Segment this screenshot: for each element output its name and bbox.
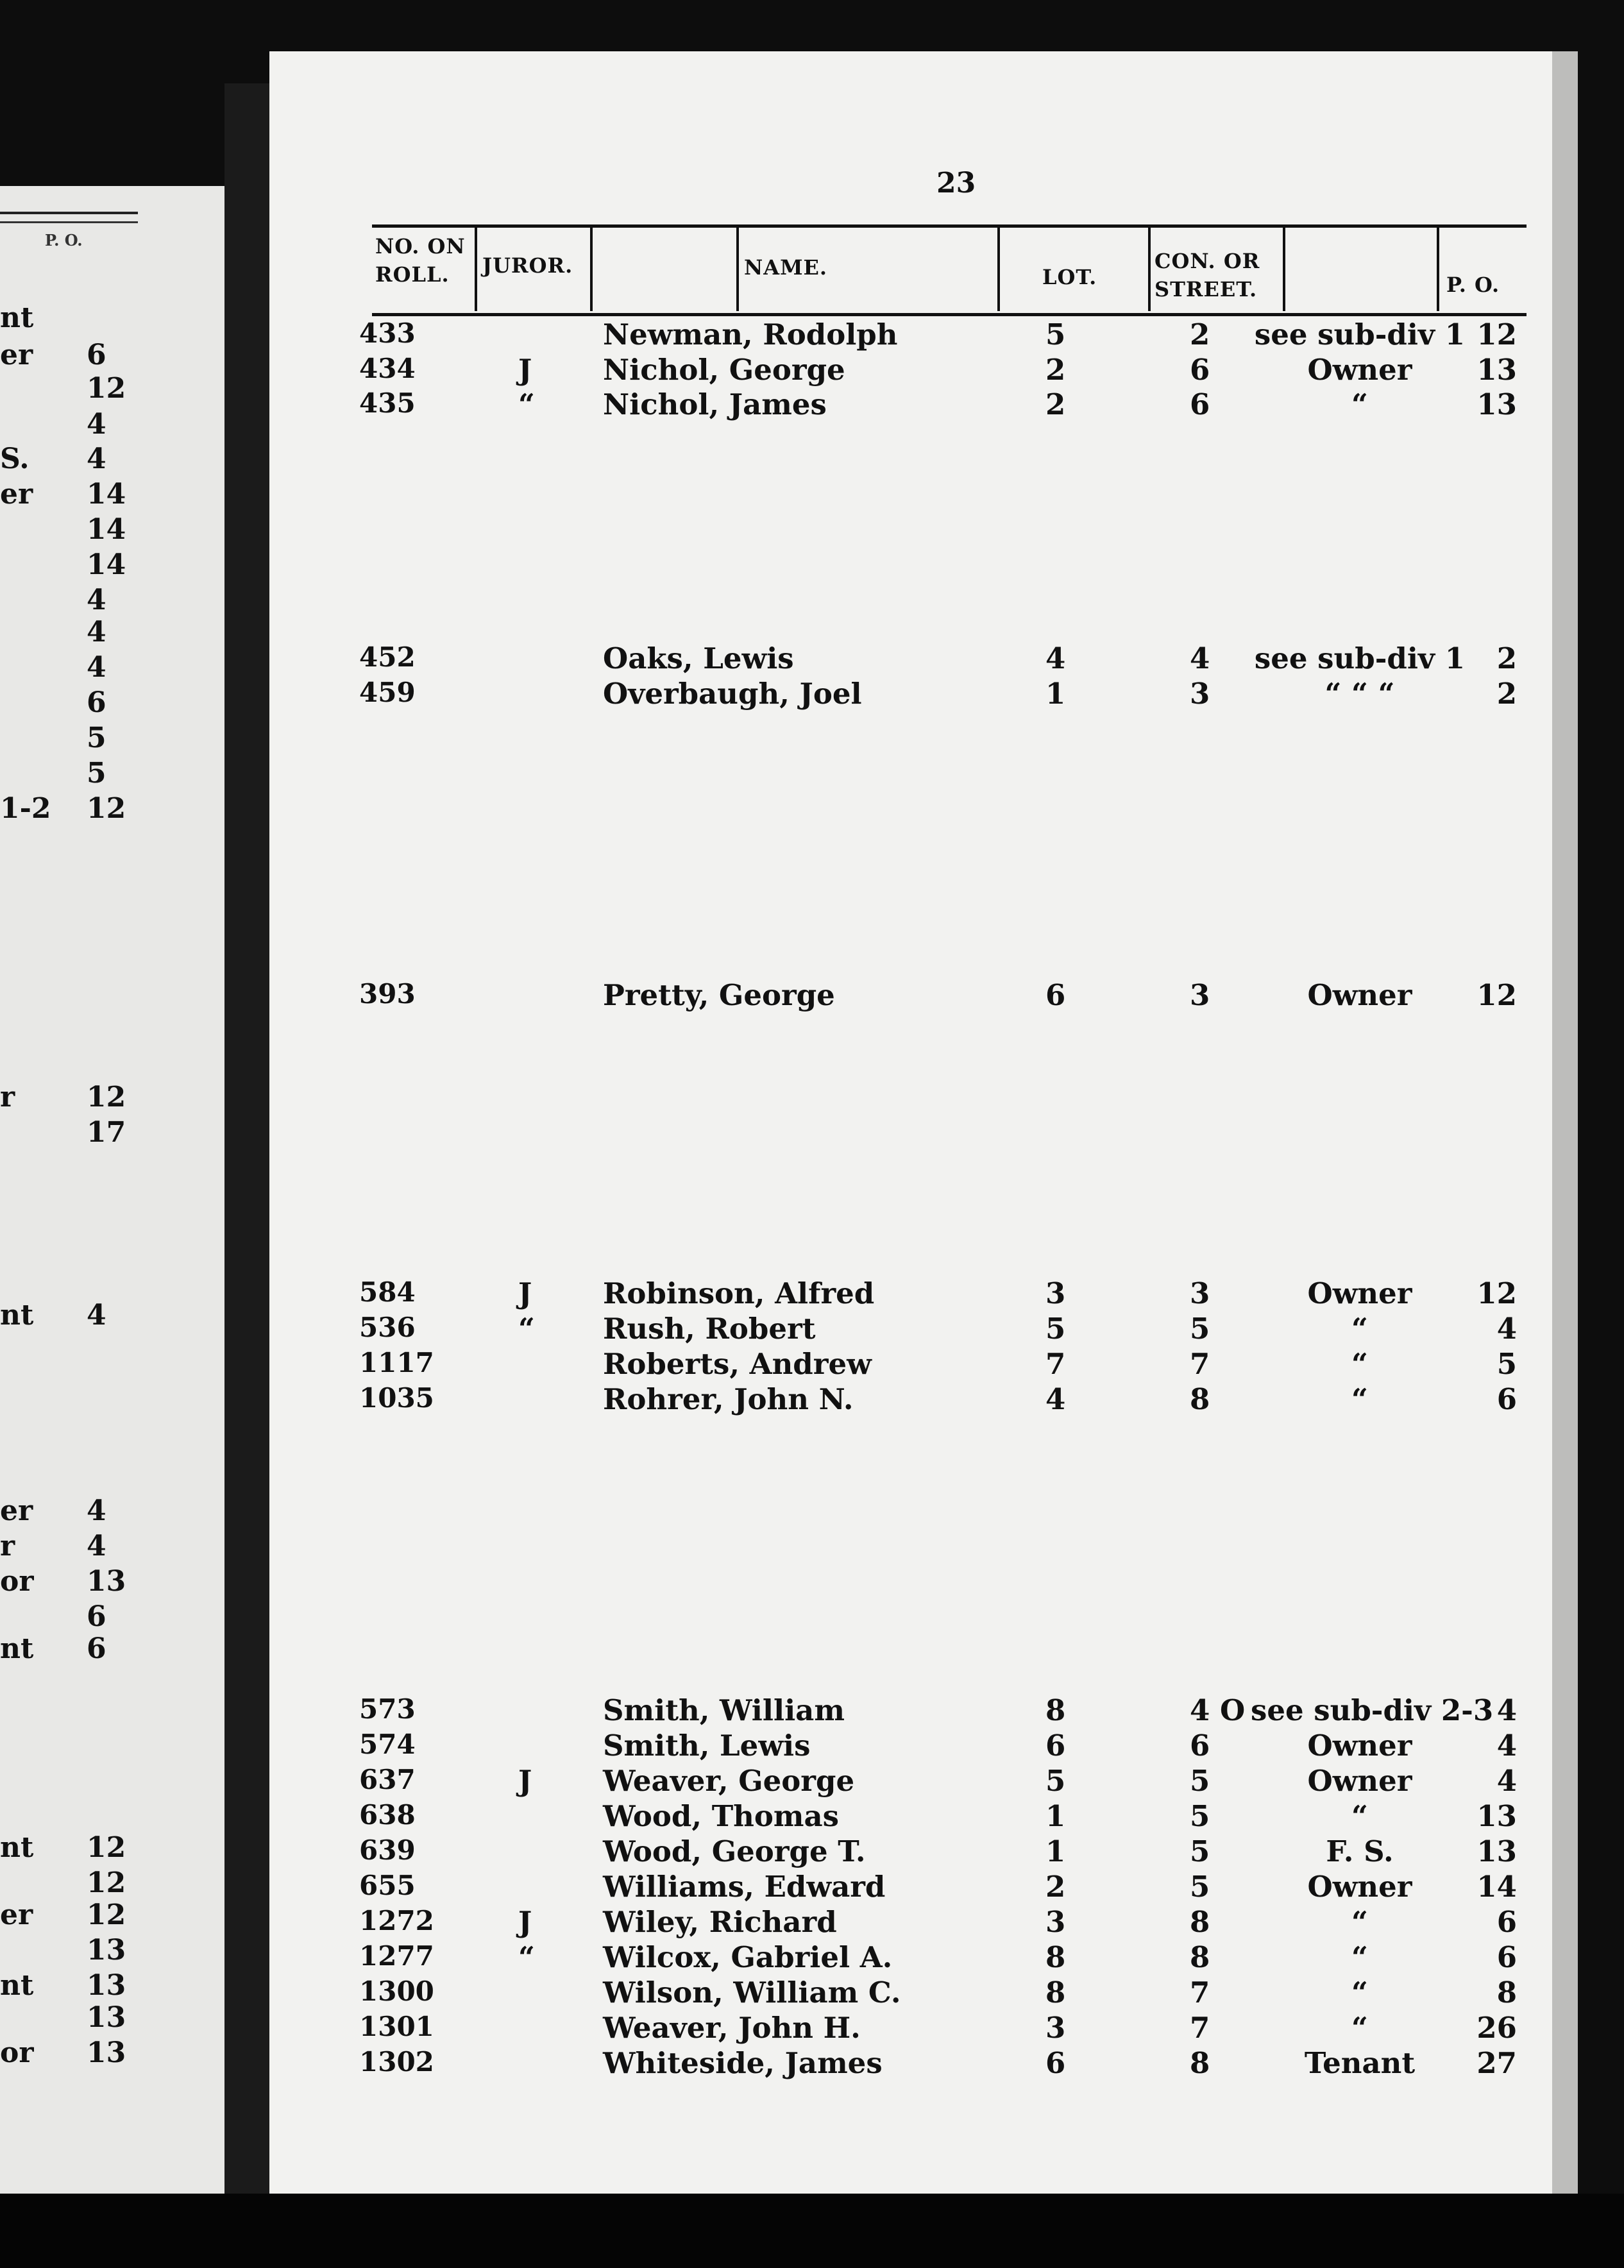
left-page-row xyxy=(0,1600,138,1635)
post-office-number: 6 xyxy=(1496,1940,1517,1974)
left-page-row xyxy=(0,1116,138,1151)
person-name: Nichol, George xyxy=(603,353,845,387)
post-office-number: 13 xyxy=(1476,353,1517,387)
register-row xyxy=(0,1799,1624,1834)
column-divider xyxy=(1437,228,1439,311)
film-border xyxy=(0,2194,1624,2268)
concession-number: 7 xyxy=(1190,2011,1210,2045)
juror-mark: J xyxy=(518,353,532,387)
person-name: Weaver, George xyxy=(603,1764,855,1798)
left-page-status-fragment: er xyxy=(0,478,33,511)
left-page-po: 4 xyxy=(87,651,106,684)
person-name: Robinson, Alfred xyxy=(603,1276,875,1310)
person-name: Newman, Rodolph xyxy=(603,317,898,351)
tenure-status: “ xyxy=(1351,1312,1368,1346)
roll-number: 639 xyxy=(359,1834,416,1866)
left-page-row xyxy=(0,722,138,756)
left-page-po: 4 xyxy=(87,1530,106,1562)
left-page-row xyxy=(0,1530,138,1564)
left-page-status-fragment: r xyxy=(0,1081,15,1113)
register-row xyxy=(0,1312,1624,1346)
person-name: Wood, Thomas xyxy=(603,1799,840,1833)
roll-number: 584 xyxy=(359,1276,416,1308)
concession-number: 6 xyxy=(1190,387,1210,421)
person-name: Wood, George T. xyxy=(603,1834,866,1868)
left-page-po: 13 xyxy=(87,2036,126,2069)
post-office-number: 4 xyxy=(1496,1693,1517,1727)
tenure-status: “ xyxy=(1351,1976,1368,2010)
header-name: NAME. xyxy=(744,255,828,280)
lot-number: 5 xyxy=(1045,1764,1066,1798)
tenure-status: Owner xyxy=(1307,353,1412,387)
lot-number: 2 xyxy=(1045,353,1066,387)
header-po: P. O. xyxy=(1446,273,1500,297)
left-page-row xyxy=(0,651,138,686)
concession-number: 3 xyxy=(1190,978,1210,1012)
roll-number: 655 xyxy=(359,1870,416,1901)
post-office-number: 4 xyxy=(1496,1729,1517,1763)
roll-number: 452 xyxy=(359,641,416,673)
tenure-status: “ xyxy=(1351,2011,1368,2045)
tenure-status: “ xyxy=(1351,1799,1368,1833)
roll-number: 1117 xyxy=(359,1347,434,1378)
left-page-row xyxy=(0,339,138,373)
lot-number: 2 xyxy=(1045,1870,1066,1904)
left-page-po: 12 xyxy=(87,792,126,825)
roll-number: 393 xyxy=(359,978,416,1010)
left-page-row xyxy=(0,372,138,407)
left-page-po: 4 xyxy=(87,616,106,648)
left-header-po: P. O. xyxy=(45,231,83,250)
column-divider xyxy=(590,228,593,311)
left-page-status-fragment: nt xyxy=(0,301,34,334)
person-name: Oaks, Lewis xyxy=(603,641,794,675)
post-office-number: 13 xyxy=(1476,1834,1517,1868)
post-office-number: 12 xyxy=(1476,978,1517,1012)
register-row xyxy=(0,1834,1624,1869)
left-page-row xyxy=(0,408,138,443)
lot-number: 3 xyxy=(1045,2011,1066,2045)
roll-number: 435 xyxy=(359,387,416,419)
header-top-rule xyxy=(372,224,1527,228)
left-page-po: 6 xyxy=(87,339,106,371)
left-page-po: 4 xyxy=(87,408,106,441)
left-page-row xyxy=(0,1565,138,1600)
register-row xyxy=(0,1905,1624,1940)
concession-number: 4 O xyxy=(1190,1693,1246,1727)
left-page-row xyxy=(0,1969,138,2004)
left-page-po: 5 xyxy=(87,757,106,790)
roll-number: 434 xyxy=(359,353,416,384)
left-page-po: 6 xyxy=(87,1600,106,1633)
column-divider xyxy=(1283,228,1285,311)
concession-number: 7 xyxy=(1190,1976,1210,2010)
lot-number: 6 xyxy=(1045,978,1066,1012)
juror-mark: J xyxy=(518,1764,532,1798)
left-page-row xyxy=(0,301,138,336)
roll-number: 459 xyxy=(359,677,416,708)
post-office-number: 4 xyxy=(1496,1764,1517,1798)
tenure-status: “ xyxy=(1351,1347,1368,1381)
lot-number: 8 xyxy=(1045,1976,1066,2010)
lot-number: 2 xyxy=(1045,387,1066,421)
left-page-po: 12 xyxy=(87,1899,126,1931)
tenure-status: Owner xyxy=(1307,1764,1412,1798)
register-row xyxy=(0,1870,1624,1904)
left-page-status-fragment: nt xyxy=(0,1969,34,2002)
person-name: Williams, Edward xyxy=(603,1870,886,1904)
post-office-number: 5 xyxy=(1496,1347,1517,1381)
post-office-number: 2 xyxy=(1496,641,1517,675)
person-name: Smith, William xyxy=(603,1693,845,1727)
lot-number: 1 xyxy=(1045,677,1066,711)
left-page-po: 4 xyxy=(87,443,106,475)
register-row xyxy=(0,353,1624,387)
post-office-number: 2 xyxy=(1496,677,1517,711)
register-row xyxy=(0,2011,1624,2045)
left-page-row xyxy=(0,478,138,512)
left-page-row xyxy=(0,1866,138,1901)
lot-number: 6 xyxy=(1045,2046,1066,2080)
concession-number: 8 xyxy=(1190,1940,1210,1974)
concession-number: 3 xyxy=(1190,677,1210,711)
left-page-row xyxy=(0,1494,138,1529)
lot-number: 7 xyxy=(1045,1347,1066,1381)
concession-number: 3 xyxy=(1190,1276,1210,1310)
concession-number: 4 xyxy=(1190,641,1210,675)
left-page-row xyxy=(0,1081,138,1115)
left-page-rule xyxy=(0,221,138,223)
register-row xyxy=(0,641,1624,676)
header-bottom-rule xyxy=(372,313,1527,316)
roll-number: 1035 xyxy=(359,1382,434,1414)
register-row xyxy=(0,677,1624,711)
left-page-po: 4 xyxy=(87,584,106,616)
left-page-row xyxy=(0,616,138,650)
roll-number: 1300 xyxy=(359,1976,434,2007)
lot-number: 5 xyxy=(1045,1312,1066,1346)
juror-mark: “ xyxy=(518,387,535,421)
left-page-status-fragment: 1-2 xyxy=(0,792,51,825)
concession-number: 8 xyxy=(1190,1382,1210,1416)
roll-number: 574 xyxy=(359,1729,416,1760)
left-page-status-fragment: nt xyxy=(0,1299,34,1332)
post-office-number: 12 xyxy=(1476,317,1517,351)
concession-number: 8 xyxy=(1190,1905,1210,1939)
register-row xyxy=(0,978,1624,1013)
left-page-row xyxy=(0,1934,138,1968)
left-page-status-fragment: S. xyxy=(0,443,30,475)
register-row xyxy=(0,1940,1624,1975)
roll-number: 1277 xyxy=(359,1940,434,1972)
header-lot: LOT. xyxy=(1042,265,1097,289)
concession-number: 2 xyxy=(1190,317,1210,351)
roll-number: 637 xyxy=(359,1764,416,1795)
tenure-status: Owner xyxy=(1307,978,1412,1012)
tenure-status: Owner xyxy=(1307,1276,1412,1310)
left-page-row xyxy=(0,1899,138,1933)
register-row xyxy=(0,1729,1624,1763)
left-page-row xyxy=(0,443,138,477)
tenure-status: “ xyxy=(1351,1382,1368,1416)
left-page-po: 12 xyxy=(87,1831,126,1864)
left-page-po: 4 xyxy=(87,1299,106,1332)
person-name: Weaver, John H. xyxy=(603,2011,861,2045)
left-page-row xyxy=(0,1299,138,1333)
person-name: Roberts, Andrew xyxy=(603,1347,872,1381)
roll-number: 433 xyxy=(359,317,416,349)
left-page-po: 13 xyxy=(87,2001,126,2034)
left-page-po: 14 xyxy=(87,478,126,511)
tenure-status: Owner xyxy=(1307,1729,1412,1763)
left-page-row xyxy=(0,792,138,827)
person-name: Smith, Lewis xyxy=(603,1729,811,1763)
left-page-row xyxy=(0,686,138,721)
lot-number: 1 xyxy=(1045,1834,1066,1868)
tenure-status: Owner xyxy=(1307,1870,1412,1904)
post-office-number: 13 xyxy=(1476,1799,1517,1833)
left-page-po: 6 xyxy=(87,1632,106,1665)
left-page-po: 4 xyxy=(87,1494,106,1527)
tenure-status: Tenant xyxy=(1304,2046,1416,2080)
concession-number: 5 xyxy=(1190,1799,1210,1833)
left-page-po: 14 xyxy=(87,513,126,546)
roll-number: 573 xyxy=(359,1693,416,1725)
post-office-number: 27 xyxy=(1476,2046,1517,2080)
person-name: Whiteside, James xyxy=(603,2046,883,2080)
header-no-on-roll: NO. ON ROLL. xyxy=(375,234,466,287)
tenure-status: see sub-div 1 xyxy=(1254,317,1466,351)
left-page-status-fragment: or xyxy=(0,2036,34,2069)
lot-number: 6 xyxy=(1045,1729,1066,1763)
left-page-po: 12 xyxy=(87,372,126,405)
tenure-status: see sub-div 1 xyxy=(1254,641,1466,675)
tenure-status: “ xyxy=(1351,1905,1368,1939)
left-page-status-fragment: er xyxy=(0,1899,33,1931)
left-page-rule xyxy=(0,212,138,214)
post-office-number: 4 xyxy=(1496,1312,1517,1346)
lot-number: 3 xyxy=(1045,1276,1066,1310)
left-page-row xyxy=(0,548,138,583)
lot-number: 4 xyxy=(1045,641,1066,675)
person-name: Wilson, William C. xyxy=(603,1976,901,2010)
post-office-number: 6 xyxy=(1496,1382,1517,1416)
register-row xyxy=(0,2046,1624,2081)
lot-number: 1 xyxy=(1045,1799,1066,1833)
person-name: Wiley, Richard xyxy=(603,1905,837,1939)
register-row xyxy=(0,1976,1624,2010)
column-divider xyxy=(1148,228,1151,311)
register-row xyxy=(0,1382,1624,1417)
left-page-status-fragment: r xyxy=(0,1530,15,1562)
tenure-status: “ xyxy=(1351,1940,1368,1974)
left-page-status-fragment: er xyxy=(0,339,33,371)
register-row xyxy=(0,1347,1624,1382)
juror-mark: J xyxy=(518,1905,532,1939)
lot-number: 8 xyxy=(1045,1940,1066,1974)
left-page-po: 13 xyxy=(87,1969,126,2002)
left-page-po: 13 xyxy=(87,1934,126,1967)
concession-number: 8 xyxy=(1190,2046,1210,2080)
concession-number: 5 xyxy=(1190,1312,1210,1346)
left-page-row xyxy=(0,513,138,548)
person-name: Rush, Robert xyxy=(603,1312,816,1346)
left-page-row xyxy=(0,757,138,791)
lot-number: 3 xyxy=(1045,1905,1066,1939)
concession-number: 5 xyxy=(1190,1870,1210,1904)
roll-number: 1301 xyxy=(359,2011,434,2042)
tenure-status: “ xyxy=(1351,387,1368,421)
post-office-number: 6 xyxy=(1496,1905,1517,1939)
register-row xyxy=(0,1276,1624,1311)
header-con-or-street: CON. OR STREET. xyxy=(1155,249,1260,301)
roll-number: 638 xyxy=(359,1799,416,1831)
register-row xyxy=(0,1764,1624,1798)
left-page-po: 14 xyxy=(87,548,126,581)
concession-number: 6 xyxy=(1190,1729,1210,1763)
left-page-row xyxy=(0,1632,138,1667)
header-juror: JUROR. xyxy=(482,253,573,278)
left-page-row xyxy=(0,584,138,618)
lot-number: 4 xyxy=(1045,1382,1066,1416)
left-page-po: 13 xyxy=(87,1565,126,1598)
page-number: 23 xyxy=(936,167,976,199)
juror-mark: “ xyxy=(518,1940,535,1974)
concession-number: 7 xyxy=(1190,1347,1210,1381)
left-page-row xyxy=(0,1831,138,1866)
tenure-status: F. S. xyxy=(1326,1834,1394,1868)
post-office-number: 8 xyxy=(1496,1976,1517,2010)
register-row xyxy=(0,1693,1624,1728)
left-page-status-fragment: nt xyxy=(0,1632,34,1665)
left-page-po: 17 xyxy=(87,1116,126,1149)
left-page-po: 12 xyxy=(87,1081,126,1113)
column-divider xyxy=(475,228,477,311)
juror-mark: J xyxy=(518,1276,532,1310)
roll-number: 1272 xyxy=(359,1905,434,1936)
roll-number: 536 xyxy=(359,1312,416,1343)
left-page-row xyxy=(0,2001,138,2036)
lot-number: 5 xyxy=(1045,317,1066,351)
left-page-po: 5 xyxy=(87,722,106,754)
left-page-status-fragment: or xyxy=(0,1565,34,1598)
tenure-status: see sub-div 2-3 xyxy=(1251,1693,1494,1727)
post-office-number: 26 xyxy=(1476,2011,1517,2045)
lot-number: 8 xyxy=(1045,1693,1066,1727)
column-divider xyxy=(997,228,1000,311)
left-page-po: 12 xyxy=(87,1866,126,1899)
juror-mark: “ xyxy=(518,1312,535,1346)
person-name: Wilcox, Gabriel A. xyxy=(603,1940,893,1974)
column-divider xyxy=(736,228,739,311)
person-name: Rohrer, John N. xyxy=(603,1382,854,1416)
tenure-status: “ “ “ xyxy=(1324,677,1395,711)
register-row xyxy=(0,387,1624,422)
roll-number: 1302 xyxy=(359,2046,434,2078)
concession-number: 5 xyxy=(1190,1764,1210,1798)
post-office-number: 12 xyxy=(1476,1276,1517,1310)
left-page-status-fragment: er xyxy=(0,1494,33,1527)
left-page-po: 6 xyxy=(87,686,106,719)
left-page-status-fragment: nt xyxy=(0,1831,34,1864)
concession-number: 5 xyxy=(1190,1834,1210,1868)
concession-number: 6 xyxy=(1190,353,1210,387)
register-row xyxy=(0,317,1624,352)
person-name: Pretty, George xyxy=(603,978,835,1012)
left-page-row xyxy=(0,2036,138,2071)
post-office-number: 14 xyxy=(1476,1870,1517,1904)
person-name: Nichol, James xyxy=(603,387,827,421)
person-name: Overbaugh, Joel xyxy=(603,677,862,711)
post-office-number: 13 xyxy=(1476,387,1517,421)
